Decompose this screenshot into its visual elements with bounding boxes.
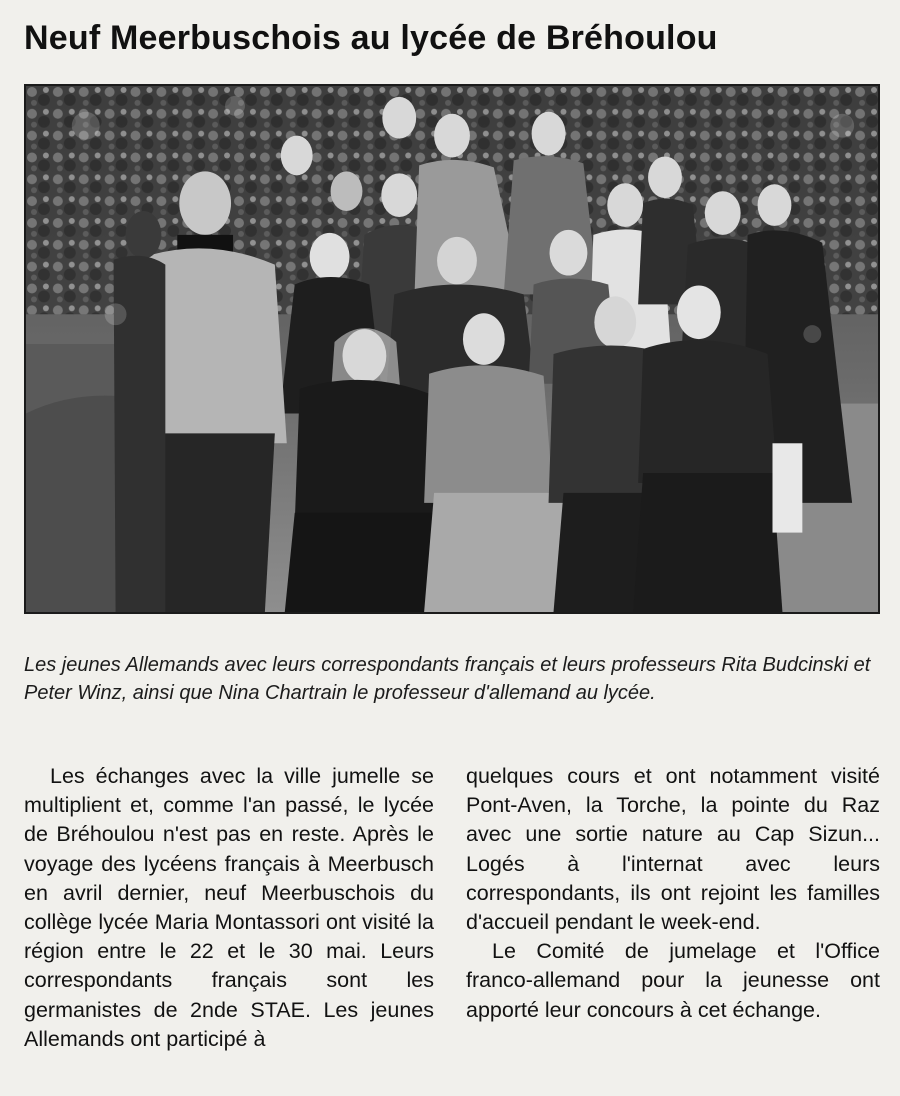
group-photo-illustration [26, 86, 878, 612]
group-photo [24, 84, 880, 614]
body-paragraph-1-continued: quelques cours et ont notamment visité Pont-Aven, la Torche, la pointe du Raz avec une sortie nature au Cap Sizun... Logés à l'internat avec leurs correspondants, ils ont rejoint les familles d'accueil pendant le week-end. [466, 764, 880, 935]
body-paragraph-1: Les échanges avec la ville jumelle se multiplient et, comme l'an passé, le lycée de Bréhoulou n'est pas en reste. Après le voyage des lycéens français à Meerbusch en avril dernier, neuf Meerbuschois du collège lycée Maria Montassori ont visité la région entre le 22 et le 30 mai. Leurs correspondants français sont les germanistes de 2nde STAE. Les jeunes Allemands ont participé à [24, 764, 434, 1051]
body-column-left [24, 762, 434, 1054]
body-column-right [466, 762, 880, 1025]
photo-caption: Les jeunes Allemands avec leurs correspondants français et leurs professeurs Rita Budcinski et Peter Winz, ainsi que Nina Chartrain le professeur d'allemand au lycée. [24, 654, 871, 704]
body-paragraph-2: Le Comité de jumelage et l'Office franco-allemand pour la jeunesse ont apporté leur concours à cet échange. [466, 939, 880, 1022]
headline: Neuf Meerbuschois au lycée de Bréhoulou [24, 19, 718, 57]
